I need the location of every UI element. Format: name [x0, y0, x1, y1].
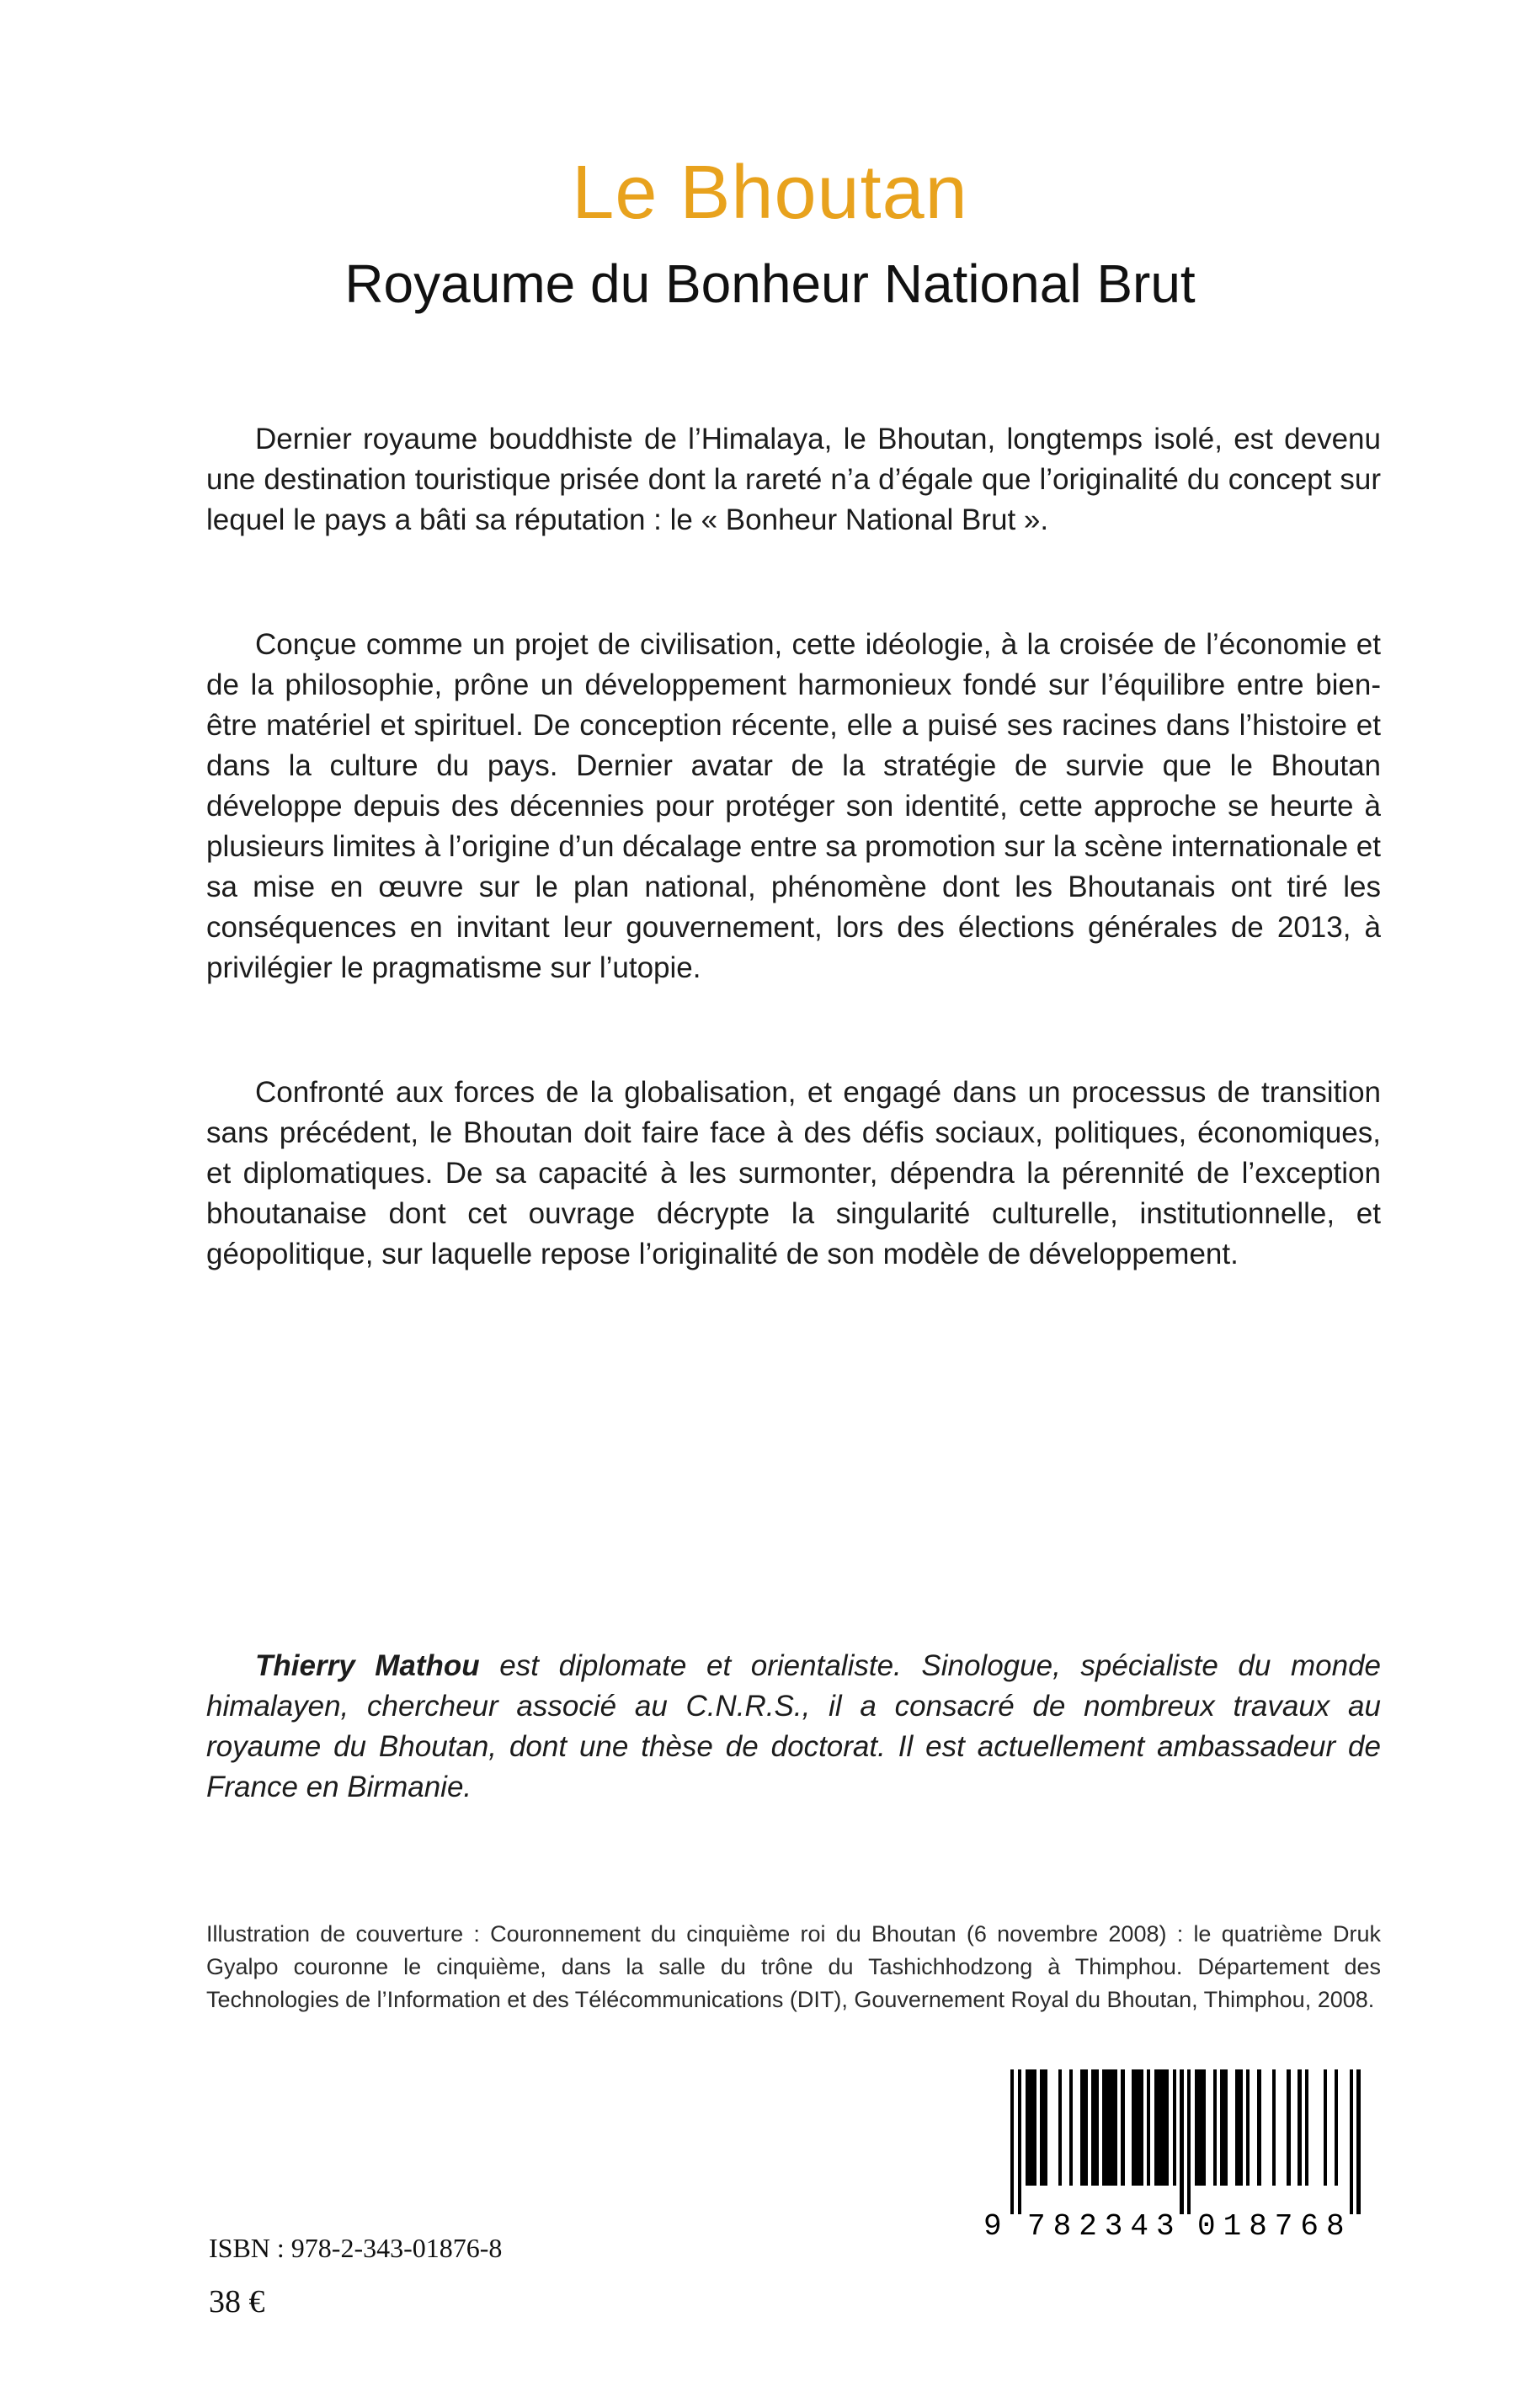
- barcode-digits-right: 018768: [1197, 2209, 1352, 2244]
- book-title: Le Bhoutan: [572, 151, 968, 235]
- price-label: 38 €: [209, 2284, 265, 2319]
- barcode-numbers: [983, 2206, 1369, 2244]
- synopsis-paragraph-2: Conçue comme un projet de civilisation, cette idéologie, à la croisée de l’économie et de la philosophie, prône un développement harmonieux fondé sur l’équilibre entre bien-être matériel et spirituel. De conception récente, elle a puisé ses racines dans l’histoire et dans la culture du pays. Dernier avatar de la stratégie de survie que le Bhoutan développe depuis des décennies pour protéger son identité, cette approche se heurte à plusieurs limites à l’origine d’un décalage entre sa promotion sur la scène internationale et sa mise en œuvre sur le plan national, phénomène dont les Bhoutanais ont tiré les conséquences en invitant leur gouvernement, lors des élections générales de 2013, à privilégier le pragmatisme sur l’utopie.: [206, 628, 1381, 984]
- book-subtitle: Royaume du Bonheur National Brut: [344, 253, 1196, 314]
- author-name: Thierry Mathou: [255, 1649, 480, 1682]
- barcode-bars: [1010, 2069, 1361, 2214]
- barcode-digits-left: 782343: [1027, 2209, 1182, 2244]
- author-bio: [206, 1646, 1381, 1808]
- synopsis-paragraph-3: Confronté aux forces de la globalisation, et engagé dans un processus de transition sans précédent, le Bhoutan doit faire face à des défis sociaux, politiques, économiques, et diplomatiques. De sa capacité à les surmonter, dépendra la pérennité de l’exception bhoutanaise dont cet ouvrage décrypte la singularité culturelle, institutionnelle, et géopolitique, sur laquelle repose l’originalité de son modèle de développement.: [206, 1076, 1381, 1270]
- ean13-barcode: [983, 2069, 1369, 2246]
- synopsis: [206, 419, 1381, 1359]
- author-bio-text: est diplomate et orientaliste. Sinologue, spécialiste du monde himalayen, chercheur associé au C.N.R.S., il a consacré de nombreux travaux au royaume du Bhoutan, dont une thèse de doctorat. Il est actuellement ambassadeur de France en Birmanie.: [206, 1649, 1381, 1803]
- cover-illustration-credit: Illustration de couverture : Couronnement du cinquième roi du Bhoutan (6 novembre 2008) : le quatrième Druk Gyalpo couronne le cinquième, dans la salle du trône du Tashichhodzong à Thimphou. Département des Technologies de l’Information et des Télécommunications (DIT), Gouvernement Royal du Bhoutan, Thimphou, 2008.: [206, 1921, 1381, 2012]
- synopsis-paragraph-1: Dernier royaume bouddhiste de l’Himalaya, le Bhoutan, longtemps isolé, est devenu une destination touristique prisée dont la rareté n’a d’égale que l’originalité du concept sur lequel le pays a bâti sa réputation : le « Bonheur National Brut ».: [206, 423, 1381, 536]
- isbn-number: ISBN : 978-2-343-01876-8: [209, 2233, 503, 2263]
- barcode-digit-lead: 9: [983, 2209, 1002, 2244]
